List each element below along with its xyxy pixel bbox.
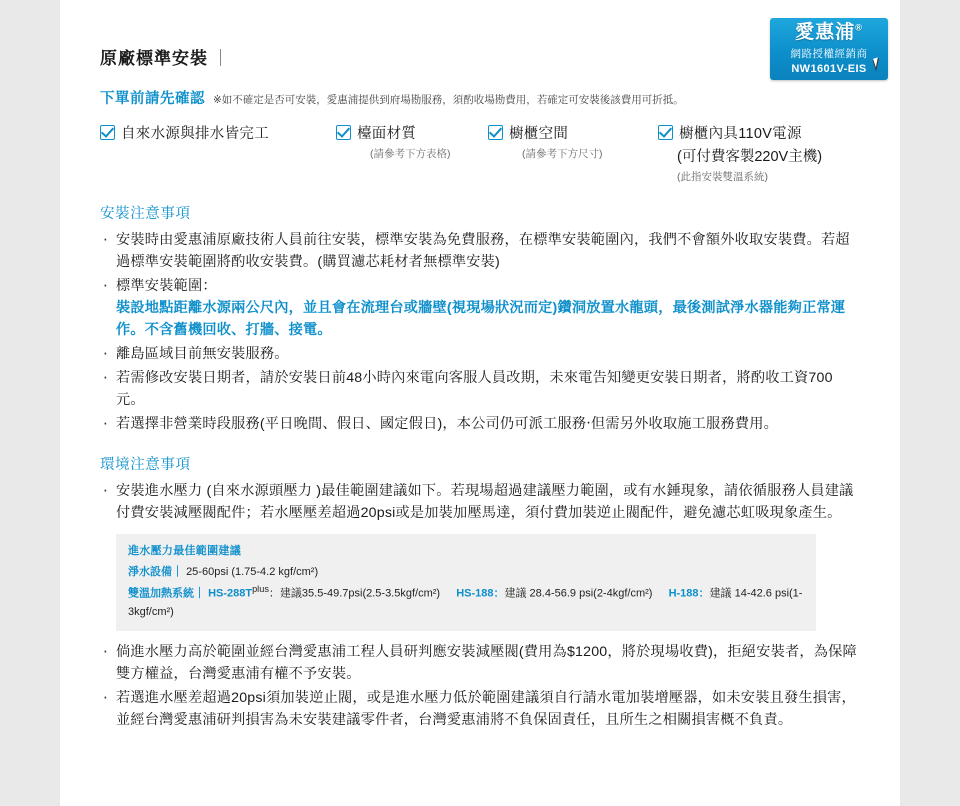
pressure-box-title: 進水壓力最佳範圍建議 xyxy=(128,545,241,557)
precheck-item-4[interactable] xyxy=(658,122,822,184)
pressure-row-2-model3-label: H-188： xyxy=(668,587,710,600)
authorized-dealer-badge xyxy=(770,18,888,80)
install-note-2 xyxy=(100,275,860,341)
install-note-2-text: 標準安裝範圍： xyxy=(116,278,217,294)
page-title xyxy=(100,44,860,69)
precheck-item-4-label: 櫥櫃內具110V電源 xyxy=(679,126,802,142)
precheck-item-3[interactable] xyxy=(488,122,658,184)
install-note-1: ‧ 安裝時由愛惠浦原廠技術人員前往安裝，標準安裝為免費服務，在標準安裝範圍內，我們不會額外收取安裝費。若超過標準安裝範圍將酌收安裝費。(購買濾芯耗材者無標準安裝) xyxy=(100,229,860,273)
pressure-row-1-label: 淨水設備｜ xyxy=(128,566,183,578)
pressure-row-2-model: HS-288T xyxy=(208,587,253,600)
page-title-divider: ｜ xyxy=(212,49,230,68)
precheck-item-3-sub: (請參考下方尺寸) xyxy=(522,148,603,160)
checkbox-icon[interactable] xyxy=(488,125,503,140)
precheck-item-2[interactable] xyxy=(336,122,488,184)
install-notes-heading: 安裝注意事項 xyxy=(100,206,191,222)
document-page xyxy=(60,0,900,806)
pressure-row-2-model-sup: plus xyxy=(252,583,269,594)
env-notes-list xyxy=(100,480,860,524)
install-note-highlight: 裝設地點距離水源兩公尺內，並且會在流理台或牆壁(視現場狀況而定)鑽洞放置水龍頭，最後測試淨水器能夠正常運作。不含舊機回收、打牆、接電。 xyxy=(116,300,846,338)
badge-code: NW1601V-EIS xyxy=(791,62,867,75)
pressure-row-1 xyxy=(128,563,804,582)
install-notes-list xyxy=(100,229,860,435)
precheck-note: ※如不確定是否可安裝，愛惠浦提供到府場勘服務，須酌收場勘費用，若確定可安裝後該費用可折抵。 xyxy=(213,94,684,106)
install-note-5: ‧ 若選擇非營業時段服務(平日晚間、假日、國定假日)，本公司仍可派工服務‧但需另外收取施工服務費用。 xyxy=(100,413,860,435)
precheck-item-1-label: 自來水源與排水皆完工 xyxy=(121,126,269,142)
install-note-4: ‧ 若需修改安裝日期者，請於安裝日前48小時內來電向客服人員改期，未來電告知變更安裝日期者，將酌收工資700元。 xyxy=(100,367,860,411)
precheck-item-4-sub: (此指安裝雙溫系統) xyxy=(677,171,768,183)
precheck-item-1[interactable] xyxy=(100,122,336,184)
pressure-range-box xyxy=(116,534,816,631)
pressure-row-2-label: 雙溫加熱系統｜ xyxy=(128,587,205,600)
checkbox-icon[interactable] xyxy=(100,125,115,140)
pressure-row-2-rest: ：建議35.5-49.7psi(2.5-3.5kgf/cm²) xyxy=(268,587,441,600)
env-notes-list-2 xyxy=(100,641,860,731)
precheck-title: 下單前請先確認 xyxy=(100,91,205,107)
install-note-3: ‧ 離島區域目前無安裝服務。 xyxy=(100,343,860,365)
env-notes-heading: 環境注意事項 xyxy=(100,457,191,473)
pressure-row-2 xyxy=(128,582,804,622)
precheck-item-2-label: 檯面材質 xyxy=(357,126,417,142)
checkbox-icon[interactable] xyxy=(658,125,673,140)
pressure-row-2-model2-value: 建議 28.4-56.9 psi(2-4kgf/cm²) xyxy=(504,587,653,600)
precheck-header xyxy=(100,87,860,108)
checkbox-icon[interactable] xyxy=(336,125,351,140)
pressure-row-2-model3-value: 建議 14-42.6 psi(1-3kgf/cm²) xyxy=(128,587,803,619)
precheck-item-3-label: 櫥櫃空間 xyxy=(509,126,569,142)
registered-mark: ® xyxy=(855,22,863,33)
env-note-3: ‧ 若選進水壓差超過20psi須加裝逆止閥，或是進水壓力低於範圍建議須自行請水電加裝增壓器，如未安裝且發生損害，並經台灣愛惠浦研判損害為未安裝建議零件者，台灣愛惠浦將不負保固責任，且所生之相關損害概不負責。 xyxy=(100,687,860,731)
precheck-item-2-sub: (請參考下方表格) xyxy=(370,148,451,160)
page-title-text: 原廠標準安裝 xyxy=(100,49,208,68)
pressure-row-1-value: 25-60psi (1.75-4.2 kgf/cm²) xyxy=(186,566,319,578)
precheck-list xyxy=(100,122,860,184)
brand-logo-text: 愛惠浦 xyxy=(795,22,856,43)
brand-logo xyxy=(770,23,888,44)
pressure-row-2-model2-label: HS-188： xyxy=(456,587,505,600)
env-note-1: ‧ 安裝進水壓力 (自來水源頭壓力 )最佳範圍建議如下。若現場超過建議壓力範圍，或有水錘現象，請依循服務人員建議付費安裝減壓閥配件；若水壓壓差超過20psi或是加裝加壓馬達，須付費加裝逆止閥配件，避免濾芯虹吸現象產生。 xyxy=(100,480,860,524)
precheck-item-4-label2: (可付費客製220V主機) xyxy=(677,149,823,165)
env-note-2: ‧ 倘進水壓力高於範圍並經台灣愛惠浦工程人員研判應安裝減壓閥(費用為$1200，將於現場收費)，拒絕安裝者，為保障雙方權益，台灣愛惠浦有權不予安裝。 xyxy=(100,641,860,685)
badge-subtitle: 網路授權經銷商 xyxy=(790,47,868,60)
